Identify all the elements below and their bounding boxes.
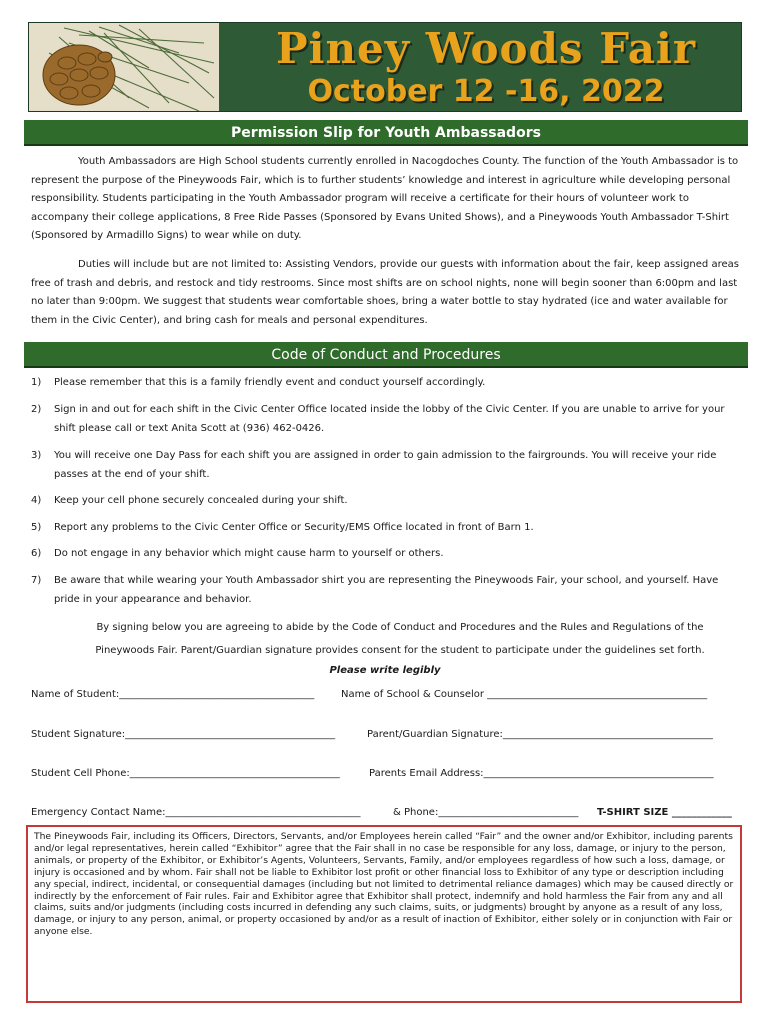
student-cell-field[interactable]: Student Cell Phone:__________________________________________ bbox=[31, 768, 340, 779]
rule-number: 5) bbox=[31, 522, 42, 533]
rule-text: Do not engage in any behavior which might cause harm to yourself or others. bbox=[54, 548, 444, 559]
write-legibly-note: Please write legibly bbox=[329, 665, 441, 676]
rule-number: 3) bbox=[31, 450, 42, 461]
agreement-line-1: By signing below you are agreeing to abide by the Code of Conduct and Procedures and the Rules and Regulations of the bbox=[96, 622, 704, 633]
rule-text: Sign in and out for each shift in the Civic Center Office located inside the lobby of the Civic Center. If you are unable to arrive for your shift please call or text Anita Scott at (936) 462-0426. bbox=[54, 404, 725, 434]
rule-number: 6) bbox=[31, 548, 42, 559]
rule-text: Please remember that this is a family friendly event and conduct yourself accordingly. bbox=[54, 377, 486, 388]
rule-text: Keep your cell phone securely concealed during your shift. bbox=[54, 495, 348, 506]
fair-banner bbox=[28, 22, 742, 112]
tshirt-size-field[interactable]: T-SHIRT SIZE ____________ bbox=[597, 807, 732, 818]
school-counselor-field[interactable]: Name of School & Counselor ____________________________________________ bbox=[341, 689, 708, 700]
rule-number: 4) bbox=[31, 495, 42, 506]
agreement-line-2: Pineywoods Fair. Parent/Guardian signature provides consent for the student to participate under the guidelines set forth. bbox=[95, 645, 705, 656]
rule-text: Be aware that while wearing your Youth Ambassador shirt you are representing the Pineywoods Fair, your school, and yourself. Have pride in your appearance and behavior. bbox=[54, 575, 719, 605]
parents-email-field[interactable]: Parents Email Address:______________________________________________ bbox=[369, 768, 714, 779]
parent-signature-field[interactable]: Parent/Guardian Signature:__________________________________________ bbox=[367, 729, 713, 740]
emergency-contact-field[interactable]: Emergency Contact Name:_______________________________________ bbox=[31, 807, 361, 818]
rule-number: 2) bbox=[31, 404, 42, 415]
fair-dates: October 12 -16, 2022 bbox=[307, 74, 665, 109]
code-of-conduct-heading: Code of Conduct and Procedures bbox=[24, 342, 748, 368]
duties-paragraph: Duties will include but are not limited to: Assisting Vendors, provide our guests with information about the fair, keep assigned areas free of trash and debris, and restock and tidy restrooms. Since most shifts are on school nights, none will begin sooner than 6:00pm and last no later than 9:00pm. We suggest that students wear comfortable shoes, bring a water bottle to stay hydrated (ice and water available for them in the Civic Center), and bring cash for meals and personal expenditures. bbox=[31, 259, 739, 326]
rule-number: 1) bbox=[31, 377, 42, 388]
liability-waiver-text: The Pineywoods Fair, including its Officers, Directors, Servants, and/or Employees herein called “Fair” and the owner and/or Exhibitor, including parents and/or legal representatives, herein called “Exhibitor” agree that the Fair shall in no case be responsible for any loss, damage, or injury to the person, animals, or property of the Exhibitor, or Exhibitor’s Agents, Volunteers, Servants, Family, and/or employees regardless of how such a loss, damage, or injury is occasioned and by whom. Fair shall not be liable to Exhibitor lost profit or other financial loss to Exhibitor of any type or description including any special, indirect, incidental, or consequential damages (including but not limited to detrimental reliance damages) which may be caused directly or indirectly by the enforcement of Fair rules. Fair and Exhibitor agree that Exhibitor shall protect, indemnify and hold harmless the Fair from any and all claims, suits and/or judgments (including costs incurred in defending any such claims, suits, or judgments) brought by anyone as a result of any loss, damage, or injury to any person, animal, or property occasioned by and/or as a result of inaction of Exhibitor, either solely or in conjunction with Fair or anyone else. bbox=[34, 831, 734, 938]
permission-slip-heading: Permission Slip for Youth Ambassadors bbox=[24, 120, 748, 146]
intro-paragraph: Youth Ambassadors are High School students currently enrolled in Nacogdoches County. The function of the Youth Ambassador is to represent the purpose of the Pineywoods Fair, which is to further students’ knowledge and interest in agriculture while developing personal responsibility. Students participating in the Youth Ambassador program will receive a certificate for their hours of volunteer work to accompany their college applications, 8 Free Ride Passes (Sponsored by Evans United Shows), and a Pineywoods Youth Ambassador T-Shirt (Sponsored by Armadillo Signs) to wear while on duty. bbox=[31, 156, 739, 242]
pinecone-icon bbox=[29, 23, 219, 112]
rule-text: Report any problems to the Civic Center Office or Security/EMS Office located in front of Barn 1. bbox=[54, 522, 534, 533]
emergency-phone-field[interactable]: & Phone:____________________________ bbox=[393, 807, 579, 818]
student-signature-field[interactable]: Student Signature:__________________________________________ bbox=[31, 729, 336, 740]
rule-text: You will receive one Day Pass for each shift you are assigned in order to gain admission to the fairgrounds. You will receive your ride passes at the end of your shift. bbox=[54, 450, 717, 480]
fair-title: Piney Woods Fair bbox=[275, 24, 697, 73]
pinecone-artwork bbox=[29, 23, 219, 112]
liability-waiver-box bbox=[26, 825, 742, 1003]
rule-number: 7) bbox=[31, 575, 42, 586]
student-name-field[interactable]: Name of Student:_______________________________________ bbox=[31, 689, 315, 700]
